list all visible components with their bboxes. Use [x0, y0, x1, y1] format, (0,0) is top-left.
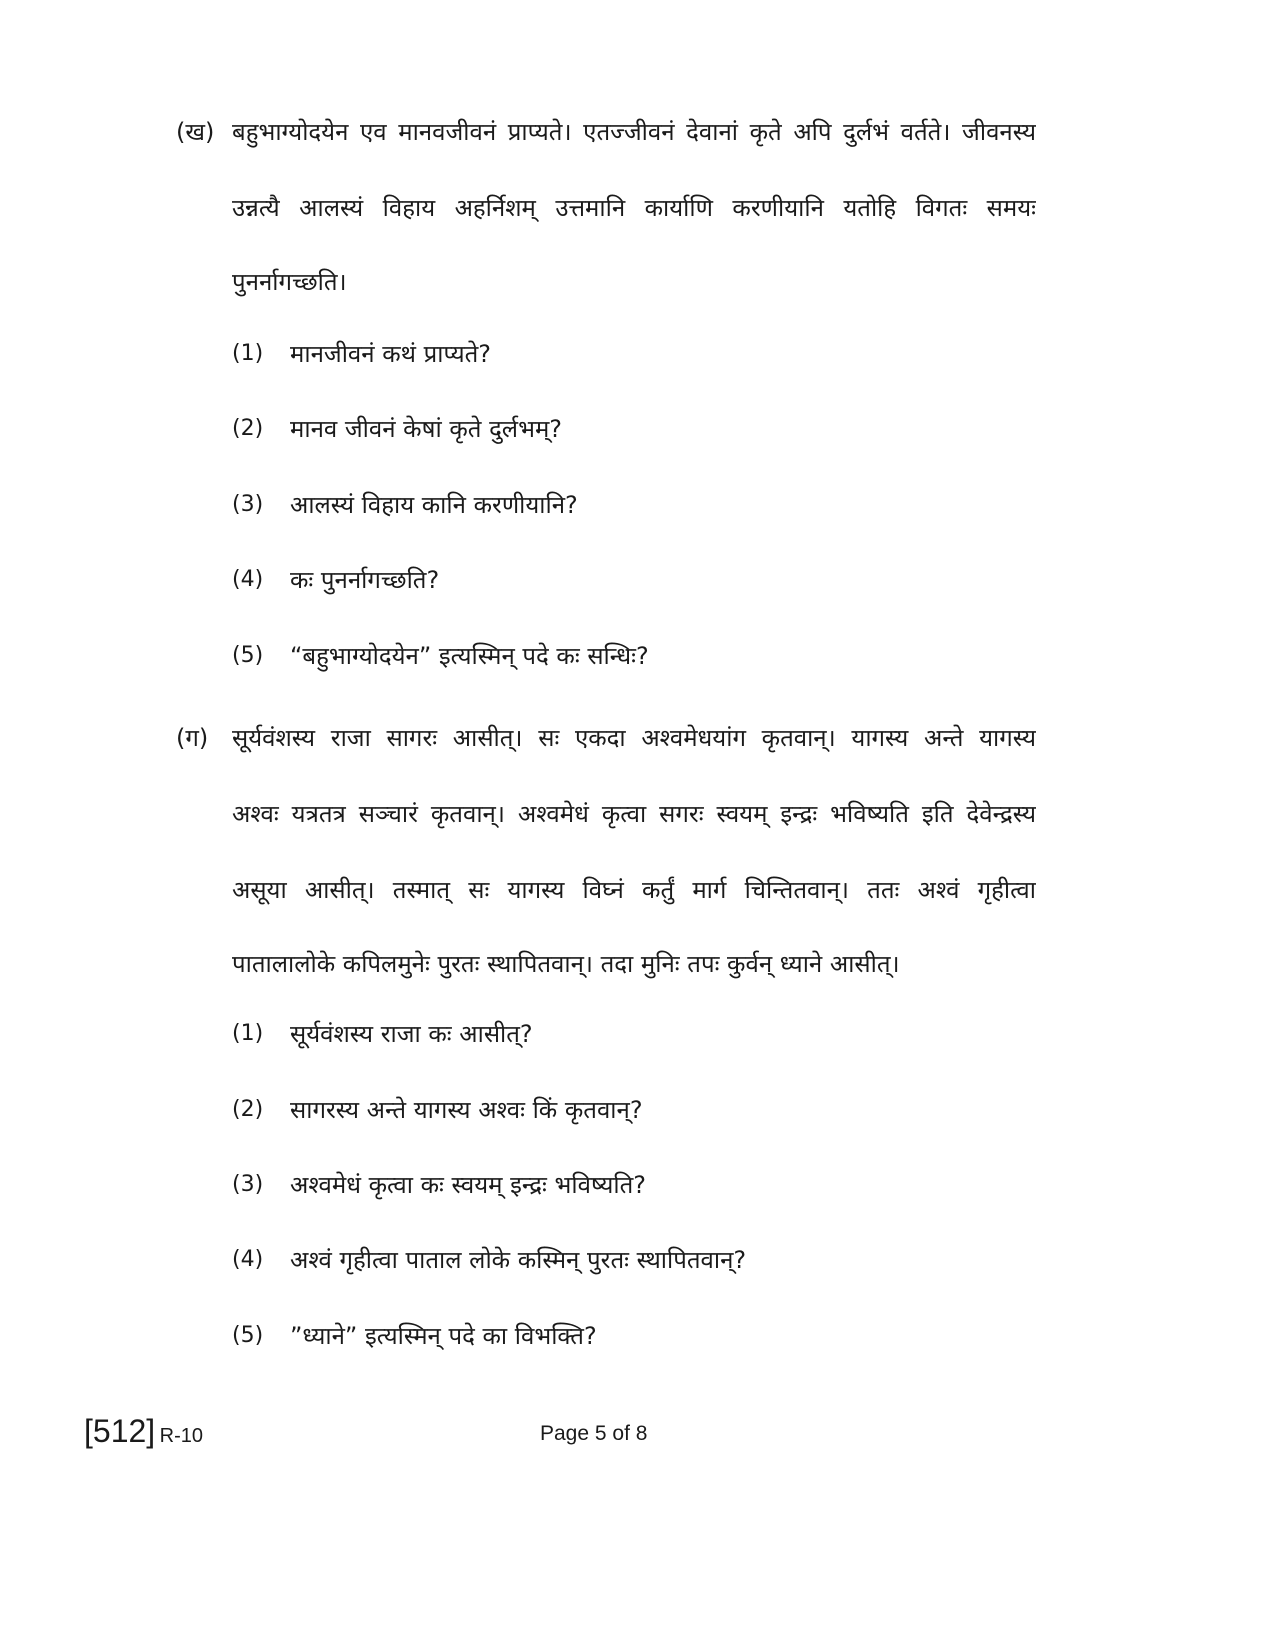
passage-label: (ख) — [176, 118, 215, 146]
question-item — [232, 334, 1032, 374]
paper-code-number: [512] — [84, 1413, 156, 1449]
passage-line: पातालालोके कपिलमुनेः पुरतः स्थापितवान्। तदा मुनिः तपः कुर्वन् ध्याने आसीत्। — [232, 950, 900, 978]
paper-series: R-10 — [159, 1425, 203, 1447]
question-number: (1) — [232, 1021, 264, 1046]
passage-line: अश्वः यत्रतत्र सञ्चारं कृतवान्। अश्वमेधं कृत्वा सगरः स्वयम् इन्द्रः भविष्यति इति देवेन्द्रस्य — [232, 800, 1036, 828]
question-text: “बहुभाग्योदयेन” इत्यस्मिन् पदे कः सन्धिः? — [290, 642, 649, 670]
passage-line: सूर्यवंशस्य राजा सागरः आसीत्। सः एकदा अश्वमेधयांग कृतवान्। यागस्य अन्ते यागस्य — [232, 724, 1036, 752]
question-item — [232, 1165, 1032, 1205]
question-text: आलस्यं विहाय कानि करणीयानि? — [290, 491, 578, 519]
question-text: सागरस्य अन्ते यागस्य अश्वः किं कृतवान्? — [290, 1096, 643, 1124]
question-item — [232, 1014, 1032, 1054]
passage-line: उन्नत्यै आलस्यं विहाय अहर्निशम् उत्तमानि कार्याणि करणीयानि यतोहि विगतः समयः — [232, 194, 1036, 222]
question-number: (3) — [232, 492, 264, 517]
question-text: ”ध्याने” इत्यस्मिन् पदे का विभक्ति? — [290, 1322, 597, 1350]
paper-code — [84, 1413, 203, 1450]
question-item — [232, 636, 1032, 676]
question-text: अश्वं गृहीत्वा पाताल लोके कस्मिन् पुरतः स्थापितवान्? — [290, 1246, 747, 1274]
question-number: (5) — [232, 643, 264, 668]
question-item — [232, 485, 1032, 525]
question-item — [232, 560, 1032, 600]
question-text: मानव जीवनं केषां कृते दुर्लभम्? — [290, 415, 563, 443]
question-number: (4) — [232, 567, 264, 592]
question-number: (5) — [232, 1323, 264, 1348]
question-item — [232, 1316, 1032, 1356]
question-text: अश्वमेधं कृत्वा कः स्वयम् इन्द्रः भविष्यति? — [290, 1171, 647, 1199]
question-number: (2) — [232, 416, 264, 441]
question-text: कः पुनर्नागच्छति? — [290, 566, 440, 594]
question-item — [232, 1090, 1032, 1130]
passage-line: बहुभाग्योदयेन एव मानवजीवनं प्राप्यते। एतज्जीवनं देवानां कृते अपि दुर्लभं वर्तते। जीवनस्य — [232, 118, 1036, 146]
question-item — [232, 1240, 1032, 1280]
passage-line: पुनर्नागच्छति। — [232, 268, 347, 296]
passage-line: असूया आसीत्। तस्मात् सः यागस्य विघ्नं कर्तुं मार्ग चिन्तितवान्। ततः अश्वं गृहीत्वा — [232, 876, 1036, 904]
question-number: (4) — [232, 1247, 264, 1272]
page-number: Page 5 of 8 — [540, 1422, 648, 1445]
question-number: (2) — [232, 1097, 264, 1122]
question-text: मानजीवनं कथं प्राप्यते? — [290, 340, 492, 368]
question-number: (3) — [232, 1172, 264, 1197]
question-item — [232, 409, 1032, 449]
question-text: सूर्यवंशस्य राजा कः आसीत्? — [290, 1020, 533, 1048]
passage-label: (ग) — [176, 724, 209, 752]
question-number: (1) — [232, 341, 264, 366]
